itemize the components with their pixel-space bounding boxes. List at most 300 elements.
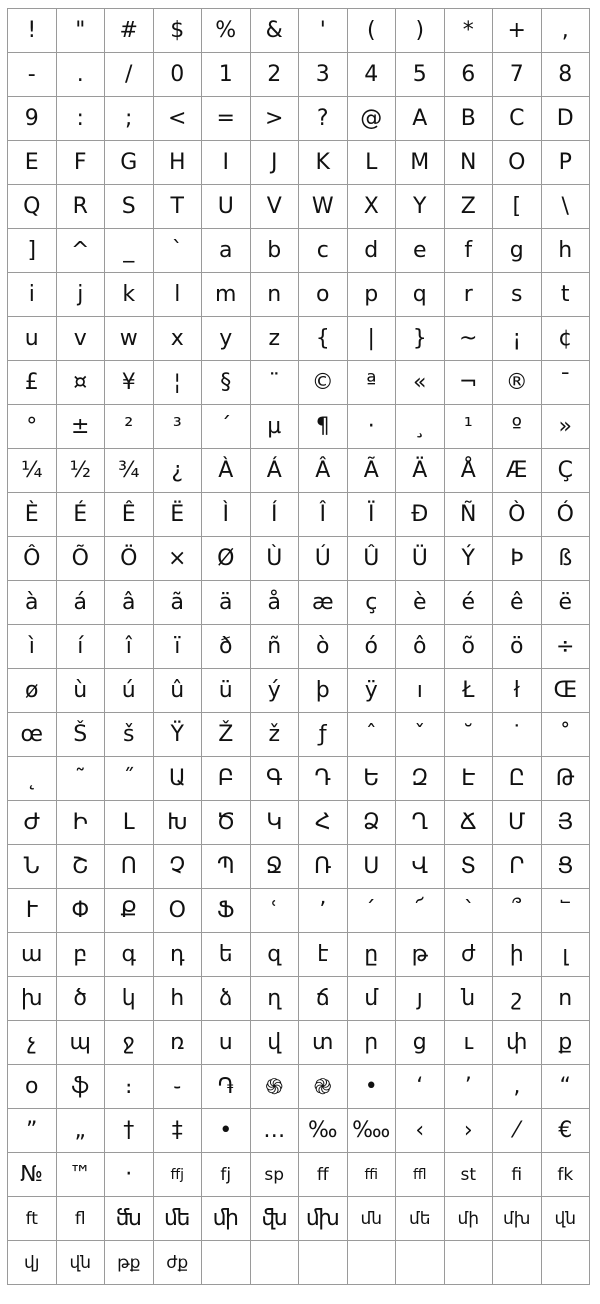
- glyph-cell: [251, 229, 300, 273]
- glyph-cell: [445, 933, 494, 977]
- glyph-cell: [8, 97, 57, 141]
- glyph-char: Î: [319, 502, 326, 527]
- glyph-cell: [202, 933, 251, 977]
- glyph-cell: [251, 141, 300, 185]
- glyph-char: ú: [121, 678, 136, 703]
- glyph-char: z: [268, 326, 281, 351]
- glyph-cell: [8, 713, 57, 757]
- glyph-cell: [493, 493, 542, 537]
- glyph-char: q: [412, 282, 427, 307]
- glyph-cell: [493, 317, 542, 361]
- glyph-cell: [299, 141, 348, 185]
- glyph-cell: [8, 1197, 57, 1241]
- glyph-cell: [299, 317, 348, 361]
- glyph-cell: [348, 977, 397, 1021]
- glyph-char: Շ: [71, 854, 89, 879]
- glyph-char: «: [413, 370, 427, 395]
- glyph-char: 2: [267, 62, 282, 87]
- glyph-char: մ: [364, 986, 379, 1011]
- glyph-char: r: [463, 282, 473, 307]
- glyph-cell: [396, 713, 445, 757]
- glyph-cell: [493, 625, 542, 669]
- glyph-char: Þ: [510, 546, 524, 571]
- glyph-cell: [299, 713, 348, 757]
- glyph-char: Լ: [122, 810, 135, 835]
- glyph-char: 5: [412, 62, 427, 87]
- glyph-cell: [348, 229, 397, 273]
- glyph-char: ֍: [265, 1075, 284, 1100]
- glyph-cell: [348, 317, 397, 361]
- glyph-char: Ճ: [459, 810, 477, 835]
- glyph-cell: [396, 581, 445, 625]
- glyph-cell: [299, 845, 348, 889]
- glyph-char: ±: [71, 414, 90, 439]
- glyph-cell: [251, 669, 300, 713]
- glyph-char: e: [412, 238, 427, 263]
- glyph-char: Ե: [363, 766, 380, 791]
- glyph-cell: [348, 449, 397, 493]
- glyph-cell: [542, 713, 591, 757]
- glyph-cell: [493, 1153, 542, 1197]
- glyph-char: ç: [365, 590, 378, 615]
- glyph-char: £: [24, 370, 39, 395]
- glyph-char: †: [123, 1118, 135, 1143]
- glyph-cell: [57, 9, 106, 53]
- glyph-char: ¿: [171, 458, 184, 483]
- empty-cell: [202, 1241, 251, 1285]
- glyph-cell: [396, 1065, 445, 1109]
- glyph-char: ™: [69, 1162, 92, 1187]
- glyph-cell: [299, 801, 348, 845]
- glyph-char: sp: [264, 1164, 285, 1185]
- glyph-cell: [105, 933, 154, 977]
- glyph-cell: [154, 977, 203, 1021]
- glyph-char: թք: [117, 1252, 141, 1273]
- glyph-char: H: [168, 150, 186, 175]
- glyph-cell: [542, 273, 591, 317]
- glyph-char: Մ: [508, 810, 526, 835]
- glyph-cell: [8, 361, 57, 405]
- glyph-cell: [493, 757, 542, 801]
- glyph-cell: [202, 757, 251, 801]
- glyph-cell: [105, 669, 154, 713]
- glyph-char: Օ: [168, 898, 186, 923]
- glyph-cell: [445, 845, 494, 889]
- glyph-char: ˝: [123, 766, 135, 791]
- glyph-char: î: [125, 634, 132, 659]
- glyph-cell: [348, 625, 397, 669]
- glyph-cell: [251, 713, 300, 757]
- glyph-char: Յ: [557, 810, 574, 835]
- glyph-cell: [299, 1065, 348, 1109]
- glyph-char: ”: [26, 1118, 38, 1143]
- glyph-cell: [493, 669, 542, 713]
- glyph-char: d: [364, 238, 379, 263]
- glyph-char: ՜: [415, 898, 424, 923]
- glyph-cell: [348, 933, 397, 977]
- glyph-char: Y: [413, 194, 427, 219]
- glyph-cell: [542, 1197, 591, 1241]
- glyph-char: հ: [170, 986, 185, 1011]
- glyph-char: ³: [172, 414, 182, 439]
- glyph-cell: [445, 1153, 494, 1197]
- glyph-cell: [542, 845, 591, 889]
- glyph-char: ˚: [559, 722, 571, 747]
- glyph-char: C: [509, 106, 525, 131]
- glyph-cell: [57, 53, 106, 97]
- glyph-char: <: [168, 106, 187, 131]
- glyph-cell: [493, 53, 542, 97]
- glyph-cell: [57, 185, 106, 229]
- glyph-cell: [251, 273, 300, 317]
- glyph-char: ‚: [513, 1074, 521, 1099]
- glyph-cell: [542, 53, 591, 97]
- glyph-char: œ: [20, 722, 43, 747]
- glyph-char: մե: [408, 1208, 431, 1229]
- glyph-char: R: [72, 194, 88, 219]
- glyph-char: Տ: [460, 854, 476, 879]
- glyph-cell: [202, 97, 251, 141]
- glyph-cell: [251, 1109, 300, 1153]
- glyph-cell: [154, 581, 203, 625]
- glyph-cell: [542, 141, 591, 185]
- glyph-char: $: [170, 18, 185, 43]
- glyph-char: •: [364, 1074, 378, 1099]
- glyph-cell: [251, 581, 300, 625]
- glyph-char: ã: [170, 590, 184, 615]
- glyph-char: û: [170, 678, 185, 703]
- glyph-char: m: [215, 282, 237, 307]
- glyph-char: ը: [364, 942, 379, 967]
- glyph-cell: [299, 53, 348, 97]
- glyph-cell: [57, 801, 106, 845]
- glyph-cell: [542, 889, 591, 933]
- glyph-cell: [202, 1197, 251, 1241]
- glyph-char: ճ: [315, 986, 330, 1011]
- glyph-cell: [542, 9, 591, 53]
- glyph-char: ն: [461, 986, 476, 1011]
- glyph-cell: [396, 757, 445, 801]
- glyph-char: ð: [219, 634, 233, 659]
- glyph-char: ˛: [26, 766, 38, 791]
- glyph-char: Է: [461, 766, 476, 791]
- glyph-cell: [8, 449, 57, 493]
- glyph-cell: [396, 1197, 445, 1241]
- glyph-char: Ղ: [411, 810, 429, 835]
- glyph-char: B: [460, 106, 476, 131]
- glyph-cell: [154, 1197, 203, 1241]
- glyph-cell: [202, 493, 251, 537]
- glyph-cell: [348, 801, 397, 845]
- glyph-cell: [105, 141, 154, 185]
- glyph-char: Õ: [71, 546, 89, 571]
- glyph-cell: [445, 405, 494, 449]
- glyph-char: á: [73, 590, 87, 615]
- glyph-char: Վ: [411, 854, 429, 879]
- glyph-cell: [348, 845, 397, 889]
- glyph-cell: [154, 933, 203, 977]
- glyph-char: ù: [73, 678, 88, 703]
- glyph-cell: [348, 713, 397, 757]
- glyph-char: à: [25, 590, 39, 615]
- glyph-char: ղ: [267, 986, 282, 1011]
- glyph-char: ¹: [463, 414, 473, 439]
- glyph-char: 3: [315, 62, 330, 87]
- glyph-char: փ: [506, 1030, 528, 1055]
- glyph-cell: [445, 537, 494, 581]
- glyph-cell: [57, 845, 106, 889]
- glyph-cell: [493, 1197, 542, 1241]
- glyph-char: ·: [367, 414, 375, 439]
- glyph-cell: [493, 185, 542, 229]
- glyph-char: ժ: [461, 942, 476, 967]
- glyph-char: [: [512, 194, 522, 219]
- glyph-char: Á: [266, 458, 282, 483]
- glyph-cell: [348, 889, 397, 933]
- glyph-cell: [154, 449, 203, 493]
- glyph-cell: [8, 1021, 57, 1065]
- empty-cell: [396, 1241, 445, 1285]
- glyph-cell: [445, 581, 494, 625]
- glyph-char: Ժ: [23, 810, 41, 835]
- glyph-cell: [57, 1065, 106, 1109]
- glyph-char: p: [364, 282, 379, 307]
- glyph-char: Խ: [167, 810, 188, 835]
- glyph-cell: [8, 185, 57, 229]
- glyph-cell: [445, 1021, 494, 1065]
- glyph-char: ՟: [559, 898, 571, 923]
- glyph-cell: [251, 845, 300, 889]
- glyph-char: ¤: [73, 370, 88, 395]
- glyph-cell: [154, 361, 203, 405]
- glyph-cell: [202, 801, 251, 845]
- glyph-char: Պ: [216, 854, 235, 879]
- glyph-char: ft: [25, 1208, 38, 1229]
- glyph-cell: [299, 449, 348, 493]
- glyph-char: l: [174, 282, 181, 307]
- glyph-char: Z: [460, 194, 476, 219]
- glyph-cell: [8, 1109, 57, 1153]
- glyph-char: ffi: [364, 1166, 379, 1183]
- glyph-char: Ð: [411, 502, 429, 527]
- glyph-cell: [57, 977, 106, 1021]
- glyph-cell: [105, 185, 154, 229]
- glyph-char: ՛: [368, 898, 374, 923]
- glyph-cell: [348, 1153, 397, 1197]
- glyph-char: Ç: [557, 458, 573, 483]
- glyph-char: ı: [416, 678, 423, 703]
- glyph-char: µ: [267, 414, 282, 439]
- glyph-cell: [57, 713, 106, 757]
- glyph-cell: [251, 889, 300, 933]
- glyph-cell: [299, 625, 348, 669]
- glyph-cell: [202, 361, 251, 405]
- glyph-cell: [348, 1065, 397, 1109]
- glyph-char: @: [360, 106, 383, 131]
- glyph-char: »: [558, 414, 572, 439]
- glyph-char: I: [222, 150, 229, 175]
- glyph-char: ˘: [462, 722, 474, 747]
- glyph-char: ø: [25, 678, 39, 703]
- glyph-cell: [251, 97, 300, 141]
- glyph-char: ։: [125, 1074, 133, 1099]
- glyph-char: օ: [25, 1074, 39, 1099]
- glyph-cell: [299, 229, 348, 273]
- glyph-char: é: [461, 590, 476, 615]
- empty-cell: [348, 1241, 397, 1285]
- glyph-cell: [202, 405, 251, 449]
- glyph-char: գ: [121, 942, 136, 967]
- glyph-char: å: [267, 590, 281, 615]
- glyph-char: Ý: [461, 546, 475, 571]
- glyph-char: ý: [267, 678, 281, 703]
- glyph-char: Ÿ: [170, 722, 184, 747]
- glyph-char: 9: [24, 106, 39, 131]
- glyph-cell: [299, 889, 348, 933]
- glyph-grid: [7, 8, 590, 1285]
- glyph-char: Ô: [23, 546, 41, 571]
- glyph-char: ‰: [307, 1118, 338, 1143]
- glyph-char: ’: [464, 1074, 472, 1099]
- glyph-cell: [396, 669, 445, 713]
- glyph-cell: [396, 1109, 445, 1153]
- glyph-cell: [542, 933, 591, 977]
- glyph-cell: [445, 625, 494, 669]
- glyph-char: Կ: [266, 810, 283, 835]
- glyph-cell: [348, 669, 397, 713]
- glyph-char: ffl: [412, 1166, 427, 1183]
- glyph-cell: [154, 889, 203, 933]
- glyph-char: ՝: [465, 898, 471, 923]
- glyph-char: Ł: [462, 678, 475, 703]
- glyph-char: b: [267, 238, 282, 263]
- glyph-cell: [105, 449, 154, 493]
- glyph-char: ·: [125, 1162, 133, 1187]
- glyph-cell: [445, 9, 494, 53]
- glyph-cell: [493, 1109, 542, 1153]
- glyph-cell: [299, 1153, 348, 1197]
- glyph-cell: [493, 405, 542, 449]
- glyph-cell: [57, 317, 106, 361]
- glyph-char: ®: [505, 370, 528, 395]
- glyph-cell: [105, 405, 154, 449]
- glyph-char: Ո: [120, 854, 137, 879]
- glyph-char: Ջ: [265, 854, 283, 879]
- glyph-char: դ: [169, 942, 185, 967]
- glyph-cell: [542, 361, 591, 405]
- glyph-cell: [299, 933, 348, 977]
- glyph-cell: [396, 273, 445, 317]
- glyph-char: §: [220, 370, 232, 395]
- glyph-cell: [348, 185, 397, 229]
- glyph-cell: [348, 53, 397, 97]
- glyph-cell: [493, 581, 542, 625]
- glyph-char: Թ: [555, 766, 575, 791]
- glyph-cell: [251, 185, 300, 229]
- glyph-cell: [8, 141, 57, 185]
- glyph-char: „: [74, 1118, 86, 1143]
- glyph-cell: [445, 185, 494, 229]
- glyph-cell: [105, 801, 154, 845]
- glyph-char: ‡: [171, 1118, 183, 1143]
- glyph-cell: [8, 977, 57, 1021]
- glyph-cell: [445, 977, 494, 1021]
- glyph-char: M: [410, 150, 430, 175]
- glyph-cell: [493, 449, 542, 493]
- glyph-char: 4: [364, 62, 379, 87]
- glyph-cell: [445, 53, 494, 97]
- glyph-char: V: [266, 194, 282, 219]
- glyph-char: {: [315, 326, 330, 351]
- glyph-char: Դ: [314, 766, 332, 791]
- glyph-cell: [542, 97, 591, 141]
- glyph-char: ¡: [512, 326, 522, 351]
- glyph-cell: [445, 141, 494, 185]
- glyph-cell: [8, 757, 57, 801]
- glyph-cell: [542, 801, 591, 845]
- glyph-char: ե: [218, 942, 233, 967]
- glyph-cell: [542, 1109, 591, 1153]
- glyph-char: Â: [315, 458, 331, 483]
- glyph-char: ք: [558, 1030, 573, 1055]
- glyph-char: ]: [27, 238, 37, 263]
- glyph-cell: [299, 405, 348, 449]
- glyph-cell: [251, 449, 300, 493]
- glyph-cell: [251, 53, 300, 97]
- glyph-cell: [154, 713, 203, 757]
- glyph-cell: [251, 1153, 300, 1197]
- glyph-cell: [105, 537, 154, 581]
- glyph-cell: [57, 1241, 106, 1285]
- glyph-char: 7: [509, 62, 524, 87]
- glyph-char: &: [265, 18, 283, 43]
- glyph-cell: [493, 713, 542, 757]
- glyph-char: P: [558, 150, 572, 175]
- glyph-cell: [8, 845, 57, 889]
- glyph-cell: [493, 1065, 542, 1109]
- glyph-cell: [542, 493, 591, 537]
- glyph-char: Ä: [412, 458, 428, 483]
- glyph-cell: [396, 977, 445, 1021]
- glyph-cell: [542, 185, 591, 229]
- glyph-cell: [251, 317, 300, 361]
- glyph-cell: [493, 229, 542, 273]
- glyph-char: ²: [124, 414, 134, 439]
- glyph-cell: [8, 229, 57, 273]
- glyph-char: ս: [218, 1030, 233, 1055]
- glyph-char: Փ: [71, 898, 90, 923]
- glyph-cell: [202, 581, 251, 625]
- glyph-char: k: [122, 282, 136, 307]
- glyph-char: /: [125, 62, 133, 87]
- glyph-char: Q: [23, 194, 41, 219]
- glyph-cell: [348, 141, 397, 185]
- glyph-char: ¬: [459, 370, 478, 395]
- glyph-char: շ: [511, 986, 523, 1011]
- glyph-char: կ: [121, 986, 136, 1011]
- glyph-cell: [348, 405, 397, 449]
- glyph-char: -: [27, 62, 36, 87]
- glyph-char: }: [412, 326, 427, 351]
- glyph-char: ×: [168, 546, 187, 571]
- glyph-cell: [251, 801, 300, 845]
- glyph-cell: [105, 1065, 154, 1109]
- glyph-char: ë: [558, 590, 573, 615]
- glyph-cell: [542, 1065, 591, 1109]
- glyph-cell: [493, 141, 542, 185]
- glyph-cell: [251, 537, 300, 581]
- glyph-cell: [396, 53, 445, 97]
